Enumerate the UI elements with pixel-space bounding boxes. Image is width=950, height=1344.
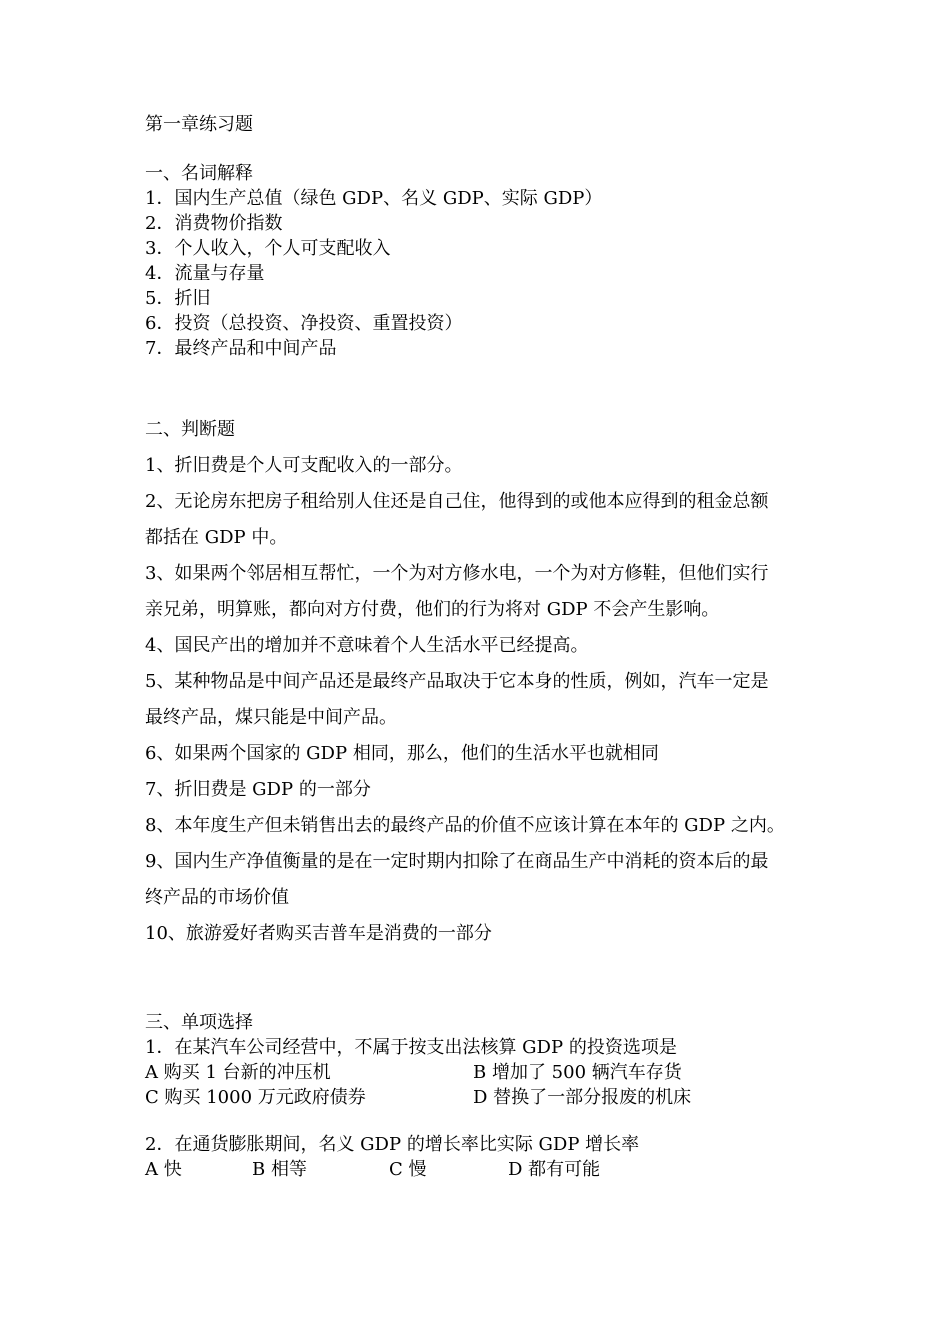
judge-line: 终产品的市场价值 <box>145 887 289 908</box>
option-b: B 相等 <box>252 1159 307 1180</box>
option-b: B 增加了 500 辆汽车存货 <box>473 1062 682 1083</box>
option-row <box>145 1060 815 1085</box>
option-a: A 购买 1 台新的冲压机 <box>145 1062 331 1083</box>
option-d: D 替换了一部分报废的机床 <box>473 1087 692 1108</box>
term-item: 5．折旧 <box>145 288 211 309</box>
judge-line: 亲兄弟，明算账，都向对方付费，他们的行为将对 GDP 不会产生影响。 <box>145 599 720 620</box>
judge-list <box>145 448 815 952</box>
option-c: C 购买 1000 万元政府债券 <box>145 1087 366 1108</box>
question-stem: 1．在某汽车公司经营中，不属于按支出法核算 GDP 的投资选项是 <box>145 1037 677 1058</box>
judge-line: 9、国内生产净值衡量的是在一定时期内扣除了在商品生产中消耗的资本后的最 <box>145 851 769 872</box>
judge-line: 3、如果两个邻居相互帮忙，一个为对方修水电，一个为对方修鞋，但他们实行 <box>145 563 769 584</box>
option-d: D 都有可能 <box>508 1159 601 1180</box>
judge-line: 都括在 GDP 中。 <box>145 527 288 548</box>
judge-line: 7、折旧费是 GDP 的一部分 <box>145 779 371 800</box>
term-item: 1．国内生产总值（绿色 GDP、名义 GDP、实际 GDP） <box>145 188 603 209</box>
option-c: C 慢 <box>389 1159 427 1180</box>
term-item: 3．个人收入，个人可支配收入 <box>145 238 391 259</box>
option-a: A 快 <box>145 1159 182 1180</box>
judge-line: 8、本年度生产但未销售出去的最终产品的价值不应该计算在本年的 GDP 之内。 <box>145 815 785 836</box>
judge-line: 2、无论房东把房子租给别人住还是自己住，他得到的或他本应得到的租金总额 <box>145 491 769 512</box>
term-item: 2．消费物价指数 <box>145 213 283 234</box>
judge-line: 5、某种物品是中间产品还是最终产品取决于它本身的性质，例如，汽车一定是 <box>145 671 769 692</box>
question-stem: 2．在通货膨胀期间，名义 GDP 的增长率比实际 GDP 增长率 <box>145 1134 640 1155</box>
judge-line: 6、如果两个国家的 GDP 相同，那么，他们的生活水平也就相同 <box>145 743 659 764</box>
section-heading-terms: 一、名词解释 <box>145 163 253 184</box>
document-content <box>145 112 815 1182</box>
judge-line: 10、旅游爱好者购买吉普车是消费的一部分 <box>145 923 492 944</box>
option-row <box>145 1157 815 1182</box>
judge-line: 1、折旧费是个人可支配收入的一部分。 <box>145 455 463 476</box>
term-item: 4．流量与存量 <box>145 263 265 284</box>
judge-line: 4、国民产出的增加并不意味着个人生活水平已经提高。 <box>145 635 589 656</box>
term-item: 7．最终产品和中间产品 <box>145 338 337 359</box>
page-title: 第一章练习题 <box>145 114 253 135</box>
judge-line: 最终产品，煤只能是中间产品。 <box>145 707 397 728</box>
section-heading-judge: 二、判断题 <box>145 419 235 440</box>
option-row <box>145 1085 815 1110</box>
term-item: 6．投资（总投资、净投资、重置投资） <box>145 313 463 334</box>
section-heading-choice: 三、单项选择 <box>145 1012 253 1033</box>
